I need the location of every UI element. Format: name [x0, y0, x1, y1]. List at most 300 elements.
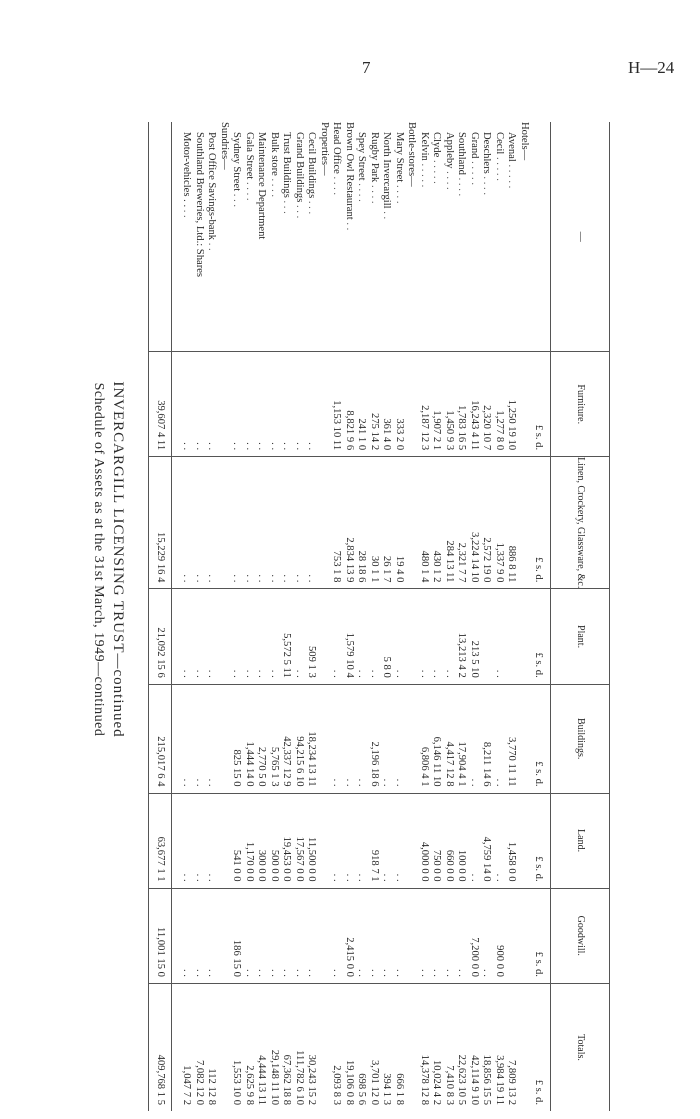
leader-dots: . . . . [244, 179, 255, 201]
table-cell [518, 684, 531, 793]
table-cell [518, 793, 531, 888]
row-label-text: Post Office Savings-bank [206, 132, 218, 241]
table-cell: . . [205, 457, 218, 589]
table-cell: . . [255, 457, 268, 589]
table-cell: 5,765 1 3 [268, 684, 281, 793]
table-cell: 5 8 0 [380, 589, 393, 684]
schedule-titles [88, 0, 128, 1119]
table-cell: 22,623 10 5 [455, 983, 468, 1111]
leader-dots: . . . [231, 191, 243, 208]
table-row [180, 122, 193, 1111]
table-cell: . . [193, 457, 206, 589]
table-cell: . . [343, 793, 356, 888]
row-label [518, 122, 531, 352]
leader-dots: . . . [281, 197, 293, 214]
row-label-text: North Invercargill [381, 132, 393, 209]
leader-dots: . . . . [394, 182, 405, 204]
table-cell: 30 1 1 [368, 457, 381, 589]
totals-label [149, 122, 172, 352]
leader-dots: . . . . . [506, 161, 518, 189]
table-cell: 430 1 2 [430, 457, 443, 589]
table-cell: . . [355, 888, 368, 983]
table-cell: . . [468, 684, 481, 793]
row-label [305, 122, 318, 352]
table-cell: . . [193, 589, 206, 684]
column-header: Linen, Crockery, Glassware, &c. [551, 457, 610, 589]
row-label-text: Cecil Buildings [306, 132, 318, 199]
table-cell: 67,362 18 8 [280, 983, 293, 1111]
row-label-text: Bulk store [269, 132, 280, 176]
table-cell [405, 352, 418, 457]
table-cell: 29,148 11 10 [268, 983, 281, 1111]
gap-cell [172, 589, 181, 684]
table-cell: . . [393, 589, 406, 684]
table-cell: . . [480, 888, 493, 983]
table-cell: 7,082 12 0 [193, 983, 206, 1111]
row-label-text: Motor-vehicles . . [181, 132, 193, 208]
table-cell [318, 888, 331, 983]
table-cell [518, 589, 531, 684]
table-cell: . . [180, 457, 193, 589]
row-label [330, 122, 343, 352]
table-cell: 1,444 14 0 [243, 684, 256, 793]
leader-dots: . . . . . [419, 160, 430, 188]
units-label: £ s. d. [530, 793, 551, 888]
table-cell: . . [268, 352, 281, 457]
table-cell: 19,453 0 0 [280, 793, 293, 888]
leader-dots: . . [344, 219, 355, 231]
table-cell: 94,215 6 10 [293, 684, 306, 793]
table-cell: 500 0 0 [268, 793, 281, 888]
table-cell: . . [380, 684, 393, 793]
gap-cell [172, 352, 181, 457]
table-row [205, 122, 218, 1111]
table-cell: 42,337 12 9 [280, 684, 293, 793]
row-label [443, 122, 456, 352]
schedule-subtitle: Schedule of Assets as at the 31st March, 1949—continued [91, 382, 106, 737]
table-cell: 18,234 13 11 [305, 684, 318, 793]
table-cell [405, 983, 418, 1111]
table-cell: 8,211 14 6 [480, 684, 493, 793]
table-cell [405, 793, 418, 888]
table-cell [518, 983, 531, 1111]
table-row [418, 122, 431, 1111]
table-cell: 480 1 4 [418, 457, 431, 589]
table-cell: 19,106 0 8 [343, 983, 356, 1111]
table-cell: 100 0 0 [455, 793, 468, 888]
table-cell: 2,321 7 7 [455, 457, 468, 589]
table-cell: 1,783 16 5 [455, 352, 468, 457]
page-number: 7 [362, 58, 371, 77]
table-cell: 2,320 10 7 [480, 352, 493, 457]
leader-dots: . . . [294, 202, 305, 219]
table-cell: 28 18 6 [355, 457, 368, 589]
table-cell: . . [443, 888, 456, 983]
leader-dots: . . . . [456, 174, 468, 197]
row-label [380, 122, 393, 352]
row-label [243, 122, 256, 352]
table-cell: . . [255, 888, 268, 983]
leader-dots: . . . . [356, 180, 368, 202]
table-cell: 42,114 9 10 [468, 983, 481, 1111]
row-label [355, 122, 368, 352]
column-header: Plant. [551, 589, 610, 684]
table-cell: . . [205, 589, 218, 684]
table-cell: . . [430, 888, 443, 983]
table-cell [480, 589, 493, 684]
table-cell: . . [443, 589, 456, 684]
table-cell: . . [180, 589, 193, 684]
leader-dots: . . . . [444, 168, 455, 190]
table-cell [318, 457, 331, 589]
table-cell: . . [280, 457, 293, 589]
table-cell: 7,200 0 0 [468, 888, 481, 983]
table-cell: 11,500 0 0 [305, 793, 318, 888]
units-label: £ s. d. [530, 983, 551, 1111]
row-label-text: Bottle-stores— [406, 122, 418, 187]
table-cell [518, 888, 531, 983]
table-cell: 660 0 0 [443, 793, 456, 888]
total-cell: 215,017 6 4 [149, 684, 172, 793]
row-label [455, 122, 468, 352]
table-cell: 2,625 9 8 [243, 983, 256, 1111]
table-cell: 111,782 6 10 [293, 983, 306, 1111]
table-row [230, 122, 243, 1111]
table-row [343, 122, 356, 1111]
table-row [430, 122, 443, 1111]
table-cell: 13,213 4 2 [455, 589, 468, 684]
table-row [443, 122, 456, 1111]
table-cell: . . [368, 888, 381, 983]
row-label-text: Kelvin [419, 132, 430, 161]
assets-table-wrapper [142, 122, 610, 1111]
table-cell: . . [280, 888, 293, 983]
table-cell: 1,170 0 0 [243, 793, 256, 888]
row-label-text: Cecil [494, 132, 505, 155]
table-row [193, 122, 206, 1111]
row-label [218, 122, 231, 352]
table-cell [318, 352, 331, 457]
table-cell: . . [355, 589, 368, 684]
row-label [280, 122, 293, 352]
table-row [355, 122, 368, 1111]
table-cell: 30,243 15 2 [305, 983, 318, 1111]
gap-cell [172, 684, 181, 793]
leader-dots: . . . . [369, 182, 380, 204]
table-cell: 825 15 0 [230, 684, 243, 793]
table-cell: 8,821 9 6 [343, 352, 356, 457]
table-cell: 3,701 12 0 [368, 983, 381, 1111]
row-label-text: Grand [469, 132, 480, 159]
units-label: £ s. d. [530, 589, 551, 684]
table-cell: 26 1 7 [380, 457, 393, 589]
table-cell: 666 1 8 [393, 983, 406, 1111]
table-cell: . . [293, 589, 306, 684]
table-cell [405, 888, 418, 983]
units-label: £ s. d. [530, 352, 551, 457]
table-cell: . . [418, 888, 431, 983]
gap-cell [172, 888, 181, 983]
table-cell: . . [205, 793, 218, 888]
group-row [218, 122, 231, 1111]
table-cell: . . [268, 888, 281, 983]
table-cell: . . [493, 589, 506, 684]
table-row [305, 122, 318, 1111]
table-cell: . . [393, 684, 406, 793]
table-cell: . . [180, 352, 193, 457]
table-cell: 5,572 5 11 [280, 589, 293, 684]
table-cell: 4,759 14 0 [480, 793, 493, 888]
row-label-text: Southland Breweries, Ltd.: Shares [194, 132, 205, 278]
table-cell: 886 8 11 [505, 457, 518, 589]
row-label [343, 122, 356, 352]
table-cell [218, 793, 231, 888]
table-cell: . . [493, 793, 506, 888]
row-label [368, 122, 381, 352]
table-row [330, 122, 343, 1111]
table-cell: . . [205, 352, 218, 457]
row-label-text: Avenal [506, 132, 518, 162]
table-cell: 213 5 10 [468, 589, 481, 684]
leader-dots: . . . . [331, 173, 343, 196]
table-cell [318, 793, 331, 888]
total-cell: 11,001 15 0 [149, 888, 172, 983]
table-row [243, 122, 256, 1111]
leader-dots: . . . . [269, 175, 280, 198]
table-row [480, 122, 493, 1111]
table-cell: . . [343, 684, 356, 793]
total-cell: 39,607 4 11 [149, 352, 172, 457]
table-cell: 1,047 7 2 [180, 983, 193, 1111]
column-header: Buildings. [551, 684, 610, 793]
row-label-text: Brown Owl Restaurant [344, 122, 355, 220]
units-label: £ s. d. [530, 457, 551, 589]
table-cell: . . [380, 793, 393, 888]
table-row [455, 122, 468, 1111]
table-cell: . . [393, 888, 406, 983]
leader-dots: . . [381, 208, 393, 220]
table-cell: 3,224 14 10 [468, 457, 481, 589]
table-cell: . . [230, 457, 243, 589]
table-cell: 361 4 0 [380, 352, 393, 457]
table-cell [405, 457, 418, 589]
table-cell: . . [193, 684, 206, 793]
table-cell: . . [455, 888, 468, 983]
table-cell: . . [355, 684, 368, 793]
table-cell: . . [255, 352, 268, 457]
table-cell: 284 13 11 [443, 457, 456, 589]
schedule-title: INVERCARGILL LICENSING TRUST—continued [110, 381, 126, 738]
table-cell: . . [205, 888, 218, 983]
row-label-text: Deschlers [481, 132, 493, 174]
column-header: — [551, 122, 610, 352]
table-cell: 394 1 3 [380, 983, 393, 1111]
table-cell [218, 352, 231, 457]
table-cell: 1,553 10 0 [230, 983, 243, 1111]
row-label [268, 122, 281, 352]
total-cell: 15,229 16 4 [149, 457, 172, 589]
row-label-text: Mary Street [394, 132, 405, 183]
table-cell: 900 0 0 [493, 888, 506, 983]
table-cell: 300 0 0 [255, 793, 268, 888]
table-cell: . . [393, 793, 406, 888]
document-reference: H—24 [628, 58, 675, 77]
table-cell [218, 589, 231, 684]
table-cell [318, 983, 331, 1111]
table-cell: 509 1 3 [305, 589, 318, 684]
table-row [380, 122, 393, 1111]
table-cell: 6,146 11 10 [430, 684, 443, 793]
table-cell: . . [180, 793, 193, 888]
table-cell: . . [330, 793, 343, 888]
row-label-text: Gala Street [244, 132, 255, 180]
gap-cell [172, 793, 181, 888]
table-cell: 1,250 19 10 [505, 352, 518, 457]
table-row [268, 122, 281, 1111]
table-cell: . . [493, 684, 506, 793]
table-cell: 4,417 12 8 [443, 684, 456, 793]
table-cell: . . [355, 793, 368, 888]
table-cell: 2,187 12 3 [418, 352, 431, 457]
table-cell: . . [230, 589, 243, 684]
table-cell: . . [193, 352, 206, 457]
row-label-text: Sundries— [219, 122, 230, 170]
table-cell: 1,450 9 3 [443, 352, 456, 457]
table-cell: 750 0 0 [430, 793, 443, 888]
row-label-text: Grand Buildings [294, 132, 305, 203]
table-cell: 698 5 6 [355, 983, 368, 1111]
row-label [480, 122, 493, 352]
row-label [230, 122, 243, 352]
group-row [318, 122, 331, 1111]
table-cell: 333 2 0 [393, 352, 406, 457]
table-cell: . . [305, 352, 318, 457]
table-cell: 16,243 4 11 [468, 352, 481, 457]
table-cell: . . [243, 352, 256, 457]
row-label [468, 122, 481, 352]
table-cell [505, 888, 518, 983]
row-label-text: Southland [456, 132, 468, 175]
table-cell: . . [268, 457, 281, 589]
table-cell: 6,806 4 1 [418, 684, 431, 793]
table-row [493, 122, 506, 1111]
table-cell: 4,000 0 0 [418, 793, 431, 888]
table-row [280, 122, 293, 1111]
table-row [293, 122, 306, 1111]
table-cell [218, 983, 231, 1111]
table-cell: 275 14 2 [368, 352, 381, 457]
row-label [505, 122, 518, 352]
gap-cell [172, 122, 181, 352]
table-cell: 918 7 1 [368, 793, 381, 888]
table-cell: . . [330, 684, 343, 793]
table-cell: . . [468, 793, 481, 888]
units-spacer [530, 122, 551, 352]
total-cell: 409,768 1 5 [149, 983, 172, 1111]
row-label [180, 122, 193, 352]
table-cell [318, 684, 331, 793]
table-cell [405, 589, 418, 684]
leader-dots: . . . . . [494, 154, 505, 181]
table-cell: 2,196 18 6 [368, 684, 381, 793]
row-label-text: Clyde [431, 132, 443, 158]
column-header: Land. [551, 793, 610, 888]
table-cell: . . [380, 888, 393, 983]
table-cell: . . [205, 684, 218, 793]
table-cell: . . [230, 352, 243, 457]
header-row [551, 122, 610, 1111]
table-cell: 19 4 0 [393, 457, 406, 589]
row-label [405, 122, 418, 352]
table-cell: . . [305, 457, 318, 589]
table-cell: 2,572 19 0 [480, 457, 493, 589]
gap-cell [172, 983, 181, 1111]
row-label-text: Sydney Street [231, 132, 243, 192]
leader-dots: . . [206, 240, 218, 251]
table-cell: . . [293, 352, 306, 457]
table-cell: 1,277 8 0 [493, 352, 506, 457]
table-cell: 2,093 8 3 [330, 983, 343, 1111]
table-cell: 112 12 8 [205, 983, 218, 1111]
table-cell: . . [293, 457, 306, 589]
row-label-text: Trust Buildings [281, 132, 293, 198]
table-cell: 7,410 8 3 [443, 983, 456, 1111]
row-label [193, 122, 206, 352]
units-label: £ s. d. [530, 888, 551, 983]
table-cell: . . [430, 589, 443, 684]
row-label-text: Properties— [319, 122, 330, 176]
table-cell: 18,856 15 5 [480, 983, 493, 1111]
leader-dots: . . [181, 207, 193, 218]
table-row [255, 122, 268, 1111]
table-cell: 1,579 10 4 [343, 589, 356, 684]
leader-dots: . . . [306, 198, 318, 215]
table-cell: . . [180, 684, 193, 793]
group-row [405, 122, 418, 1111]
table-cell: 2,834 13 9 [343, 457, 356, 589]
table-cell: 2,415 0 0 [343, 888, 356, 983]
table-cell: . . [268, 589, 281, 684]
row-label-text: Spey Street [356, 132, 368, 181]
table-cell: 1,153 10 11 [330, 352, 343, 457]
table-cell: . . [180, 888, 193, 983]
table-cell: . . [293, 888, 306, 983]
table-cell: . . [243, 888, 256, 983]
leader-dots: . . . . [481, 173, 493, 195]
table-cell: 1,337 9 0 [493, 457, 506, 589]
row-label-text: Appleby [444, 132, 455, 169]
table-cell: . . [243, 457, 256, 589]
total-cell: 63,677 1 1 [149, 793, 172, 888]
row-label-text: Head Office [331, 122, 343, 174]
table-cell: 2,770 5 0 [255, 684, 268, 793]
table-cell: . . [255, 589, 268, 684]
row-label [418, 122, 431, 352]
table-row [505, 122, 518, 1111]
gap-row [172, 122, 181, 1111]
table-cell: . . [193, 888, 206, 983]
table-cell: . . [330, 888, 343, 983]
assets-table [148, 122, 610, 1111]
table-cell: 10,024 4 2 [430, 983, 443, 1111]
row-label-text: Hotels— [519, 122, 530, 161]
row-label [493, 122, 506, 352]
table-cell [218, 888, 231, 983]
table-cell: 4,444 13 11 [255, 983, 268, 1111]
row-label [393, 122, 406, 352]
table-cell: 3,984 19 11 [493, 983, 506, 1111]
row-label [205, 122, 218, 352]
